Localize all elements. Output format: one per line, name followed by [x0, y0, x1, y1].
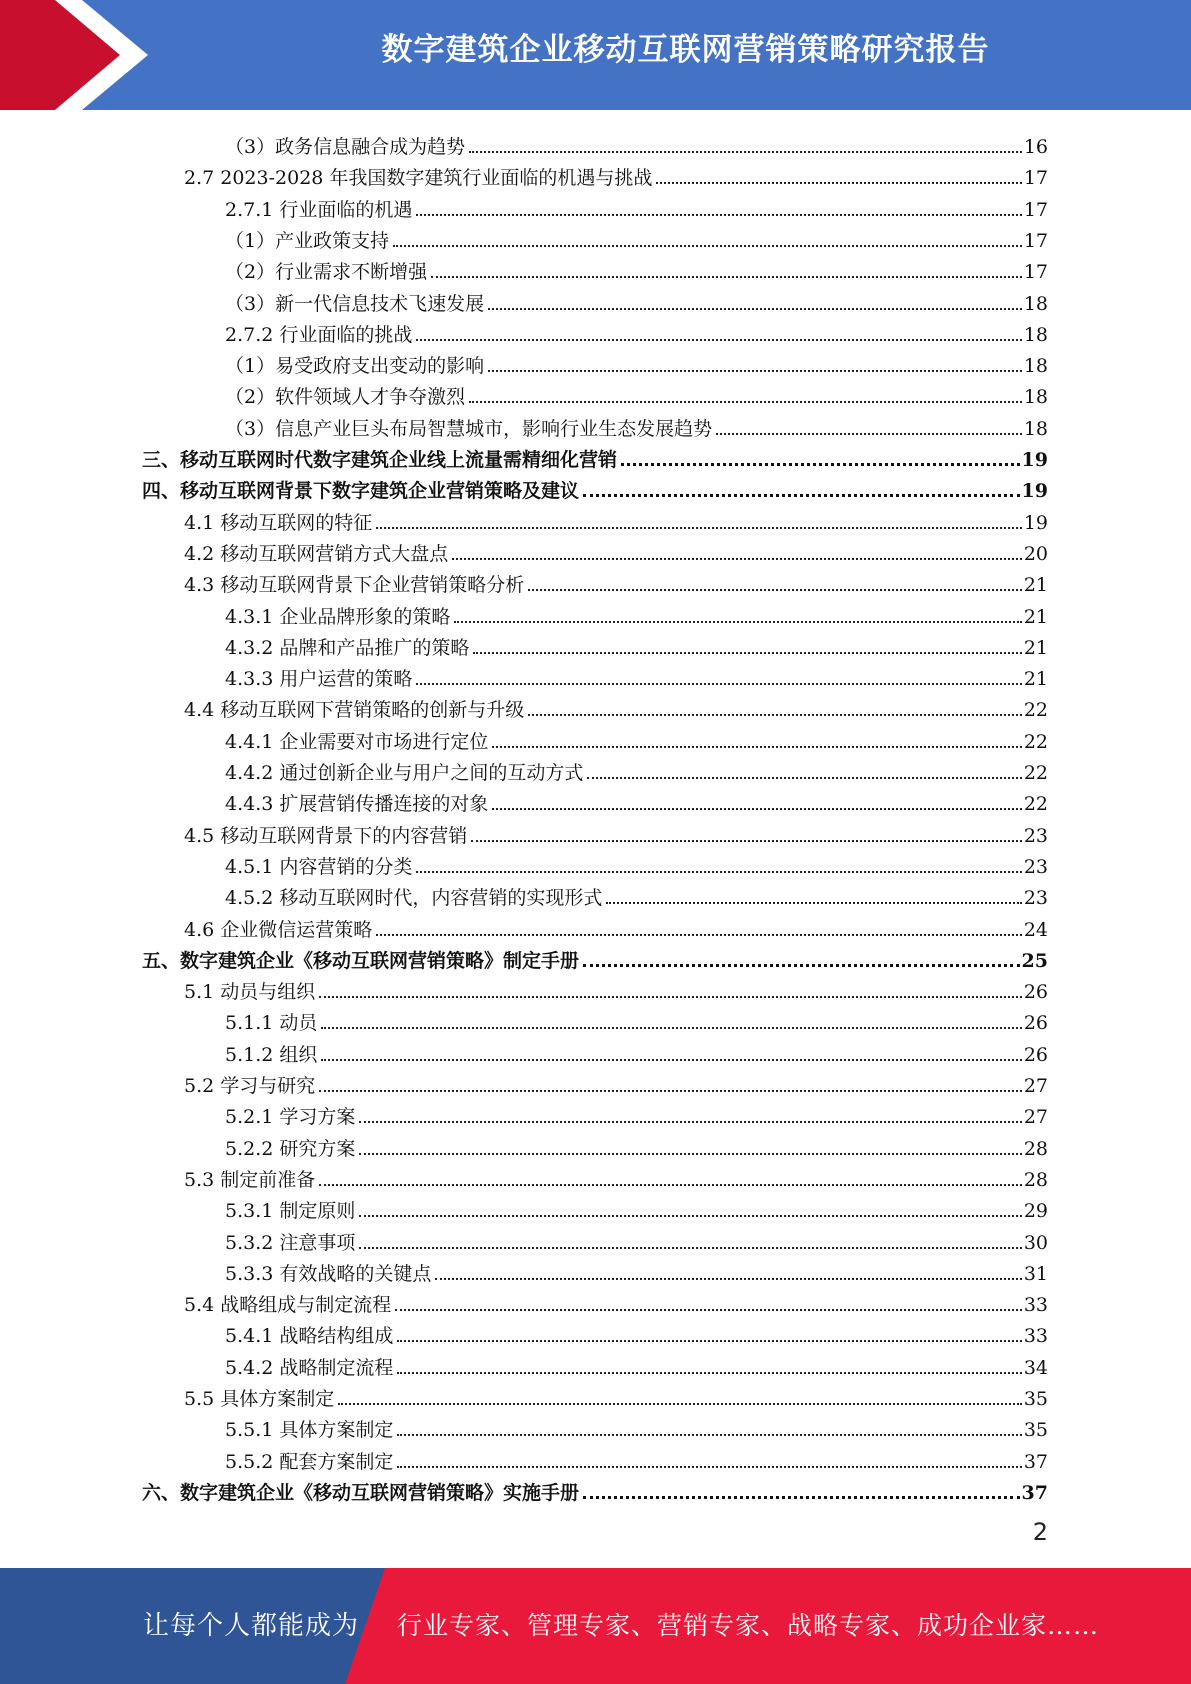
toc-dot-leader	[319, 1090, 1022, 1092]
toc-dot-leader	[587, 777, 1021, 779]
toc-dot-leader	[319, 1184, 1022, 1186]
toc-entry-page: 33	[1023, 1294, 1048, 1317]
toc-entry-title: 4.3 移动互联网背景下企业营销策略分析	[184, 574, 525, 597]
toc-dot-leader	[397, 1466, 1021, 1468]
toc-entry-page: 34	[1023, 1356, 1048, 1379]
toc-entry[interactable]	[225, 660, 1048, 691]
toc-entry-title: 5.2.2 研究方案	[225, 1137, 356, 1160]
toc-entry-page: 35	[1023, 1388, 1048, 1410]
toc-entry[interactable]	[225, 128, 1048, 159]
toc-entry-title: （1）易受政府支出变动的影响	[225, 355, 485, 378]
toc-entry-title: 4.4 移动互联网下营销策略的创新与升级	[184, 699, 525, 722]
toc-entry-page: 35	[1023, 1419, 1048, 1442]
toc-dot-leader	[716, 433, 1022, 435]
toc-entry-page: 26	[1023, 981, 1048, 1004]
toc-entry[interactable]	[225, 191, 1048, 222]
toc-dot-leader	[606, 902, 1021, 904]
toc-entry[interactable]	[225, 1317, 1048, 1348]
footer-slogan-right: 行业专家、管理专家、营销专家、战略专家、成功企业家……	[397, 1611, 1100, 1640]
toc-entry-page: 24	[1023, 918, 1048, 941]
toc-dot-leader	[431, 276, 1022, 278]
toc-entry[interactable]	[225, 785, 1048, 816]
toc-entry-title: 5.1.1 动员	[225, 1012, 318, 1035]
toc-dot-leader	[395, 1309, 1022, 1311]
toc-entry-page: 19	[1021, 480, 1048, 503]
toc-dot-leader	[656, 182, 1021, 184]
toc-dot-leader	[416, 871, 1021, 873]
toc-entry[interactable]	[184, 159, 1048, 190]
toc-entry-title: 5.5.1 具体方案制定	[225, 1419, 394, 1442]
toc-entry-page: 20	[1023, 542, 1048, 565]
toc-dot-leader	[338, 1403, 1022, 1405]
toc-entry[interactable]	[225, 316, 1048, 347]
toc-entry[interactable]	[225, 879, 1048, 910]
toc-entry-title: （3）新一代信息技术飞速发展	[225, 292, 485, 315]
toc-entry[interactable]	[225, 378, 1048, 409]
toc-entry-title: 三、移动互联网时代数字建筑企业线上流量需精细化营销	[142, 449, 618, 471]
toc-entry[interactable]	[184, 504, 1048, 535]
page-number: 2	[1032, 1518, 1048, 1546]
toc-entry[interactable]	[225, 723, 1048, 754]
toc-dot-leader	[583, 1496, 1020, 1499]
toc-entry-page: 30	[1023, 1231, 1048, 1254]
toc-entry-page: 22	[1023, 730, 1048, 753]
toc-entry[interactable]	[184, 1380, 1048, 1411]
toc-entry[interactable]	[225, 629, 1048, 660]
toc-entry[interactable]	[225, 1098, 1048, 1129]
toc-entry-page: 37	[1021, 1481, 1048, 1504]
toc-entry-page: 22	[1023, 699, 1048, 722]
toc-entry[interactable]	[225, 598, 1048, 629]
page-header	[0, 0, 1191, 110]
toc-entry-title: 4.4.2 通过创新企业与用户之间的互动方式	[225, 762, 584, 784]
toc-entry[interactable]	[225, 1004, 1048, 1035]
toc-dot-leader	[528, 589, 1022, 591]
toc-entry-title: （2）行业需求不断增强	[225, 261, 428, 284]
toc-entry[interactable]	[225, 1349, 1048, 1380]
toc-entry-page: 21	[1023, 668, 1048, 691]
toc-entry-page: 33	[1023, 1325, 1048, 1348]
report-title: 数字建筑企业移动互联网营销策略研究报告	[381, 32, 990, 68]
toc-entry-page: 17	[1023, 229, 1048, 252]
toc-entry-title: 4.3.1 企业品牌形象的策略	[225, 605, 451, 628]
toc-entry[interactable]	[184, 1067, 1048, 1098]
toc-entry-page: 21	[1023, 574, 1048, 597]
toc-entry-title: 2.7.2 行业面临的挑战	[225, 323, 413, 346]
toc-entry-title: 2.7 2023-2028 年我国数字建筑行业面临的机遇与挑战	[184, 167, 653, 190]
toc-entry[interactable]	[184, 535, 1048, 566]
toc-entry-page: 17	[1023, 198, 1048, 221]
toc-dot-leader	[471, 840, 1022, 842]
toc-dot-leader	[435, 1278, 1021, 1280]
toc-entry-page: 18	[1023, 323, 1048, 346]
toc-entry-title: （3）信息产业巨头布局智慧城市，影响行业生态发展趋势	[225, 417, 713, 440]
toc-entry-page: 37	[1023, 1450, 1048, 1473]
toc-entry-page: 17	[1023, 167, 1048, 190]
toc-entry[interactable]	[225, 1255, 1048, 1286]
toc-entry-title: 五、数字建筑企业《移动互联网营销策略》制定手册	[142, 949, 580, 972]
toc-entry-title: 5.3.1 制定原则	[225, 1200, 356, 1223]
toc-entry-page: 27	[1023, 1106, 1048, 1129]
toc-dot-leader	[359, 1215, 1021, 1217]
toc-entry-page: 22	[1023, 762, 1048, 784]
toc-entry-title: 5.5 具体方案制定	[184, 1388, 335, 1410]
toc-entry[interactable]	[225, 1130, 1048, 1161]
toc-entry-page: 26	[1023, 1012, 1048, 1035]
toc-dot-leader	[359, 1153, 1021, 1155]
toc-entry-page: 22	[1023, 793, 1048, 816]
toc-dot-leader	[376, 934, 1022, 936]
toc-entry[interactable]	[142, 472, 1048, 503]
toc-entry[interactable]	[184, 973, 1048, 1004]
toc-entry-page: 18	[1023, 355, 1048, 378]
toc-dot-leader	[416, 214, 1021, 216]
toc-dot-leader	[621, 463, 1020, 466]
page-footer	[0, 1568, 1191, 1684]
toc-entry[interactable]	[184, 691, 1048, 722]
toc-entry[interactable]	[225, 1192, 1048, 1223]
toc-entry-page: 23	[1023, 824, 1048, 847]
toc-entry-page: 28	[1023, 1137, 1048, 1160]
toc-entry-title: 4.3.3 用户运营的策略	[225, 668, 413, 691]
toc-entry-title: 5.5.2 配套方案制定	[225, 1450, 394, 1473]
toc-entry-page: 18	[1023, 386, 1048, 409]
toc-entry[interactable]	[225, 1443, 1048, 1474]
toc-dot-leader	[359, 1247, 1021, 1249]
toc-entry-title: 4.4.1 企业需要对市场进行定位	[225, 730, 489, 753]
toc-entry-title: 4.5 移动互联网背景下的内容营销	[184, 824, 468, 847]
toc-entry-title: 5.2.1 学习方案	[225, 1106, 356, 1129]
toc-entry[interactable]	[184, 911, 1048, 942]
toc-entry-title: 六、数字建筑企业《移动互联网营销策略》实施手册	[142, 1481, 580, 1504]
toc-dot-leader	[469, 401, 1022, 403]
toc-entry-page: 18	[1023, 417, 1048, 440]
toc-entry-title: 4.5.1 内容营销的分类	[225, 855, 413, 878]
toc-entry-page: 26	[1023, 1043, 1048, 1066]
toc-dot-leader	[319, 996, 1022, 998]
toc-entry-title: 5.4.2 战略制定流程	[225, 1356, 394, 1379]
toc-dot-leader	[469, 151, 1022, 153]
toc-entry-title: 5.3 制定前准备	[184, 1168, 316, 1191]
toc-entry-page: 31	[1023, 1262, 1048, 1285]
toc-entry[interactable]	[184, 1161, 1048, 1192]
toc-entry-title: 4.5.2 移动互联网时代，内容营销的实现形式	[225, 887, 603, 910]
footer-slogan-left: 让每个人都能成为	[143, 1611, 360, 1641]
toc-dot-leader	[583, 964, 1020, 967]
toc-dot-leader	[452, 558, 1022, 560]
toc-entry-title: 4.3.2 品牌和产品推广的策略	[225, 636, 470, 659]
toc-entry[interactable]	[225, 285, 1048, 316]
toc-entry-title: 4.2 移动互联网营销方式大盘点	[184, 542, 449, 565]
toc-entry[interactable]	[225, 410, 1048, 441]
toc-dot-leader	[488, 308, 1022, 310]
toc-dot-leader	[488, 370, 1022, 372]
toc-dot-leader	[583, 494, 1020, 497]
toc-entry[interactable]	[225, 848, 1048, 879]
toc-dot-leader	[454, 621, 1021, 623]
toc-entry-title: 4.1 移动互联网的特征	[184, 511, 373, 534]
toc-entry[interactable]	[225, 222, 1048, 253]
toc-entry-page: 23	[1023, 887, 1048, 910]
toc-entry-page: 27	[1023, 1075, 1048, 1097]
toc-entry-page: 18	[1023, 292, 1048, 315]
toc-entry-title: 4.4.3 扩展营销传播连接的对象	[225, 793, 489, 816]
toc-dot-leader	[397, 1434, 1021, 1436]
toc-entry-title: 5.1.2 组织	[225, 1043, 318, 1066]
toc-entry-title: 5.2 学习与研究	[184, 1075, 316, 1097]
toc-entry-page: 23	[1023, 855, 1048, 878]
toc-entry[interactable]	[225, 347, 1048, 378]
toc-entry-title: 5.3.2 注意事项	[225, 1231, 356, 1254]
toc-entry-title: 4.6 企业微信运营策略	[184, 918, 373, 941]
toc-dot-leader	[321, 1059, 1021, 1061]
toc-dot-leader	[393, 245, 1022, 247]
toc-entry-title: 2.7.1 行业面临的机遇	[225, 198, 413, 221]
toc-entry[interactable]	[225, 1411, 1048, 1442]
toc-entry-title: （1）产业政策支持	[225, 229, 390, 252]
toc-entry-title: 5.4.1 战略结构组成	[225, 1325, 394, 1348]
toc-entry-page: 29	[1023, 1200, 1048, 1223]
toc-entry[interactable]	[225, 1036, 1048, 1067]
toc-entry[interactable]	[184, 1286, 1048, 1317]
toc-dot-leader	[528, 714, 1022, 716]
toc-entry-page: 21	[1023, 605, 1048, 628]
toc-entry[interactable]	[225, 1224, 1048, 1255]
toc-entry[interactable]	[142, 441, 1048, 472]
toc-entry-page: 19	[1021, 449, 1048, 471]
toc-entry[interactable]	[142, 942, 1048, 973]
toc-entry-title: 四、移动互联网背景下数字建筑企业营销策略及建议	[142, 480, 580, 503]
toc-entry[interactable]	[184, 817, 1048, 848]
toc-dot-leader	[397, 1340, 1021, 1342]
toc-dot-leader	[416, 683, 1021, 685]
toc-entry-page: 21	[1023, 636, 1048, 659]
toc-entry-title: 5.1 动员与组织	[184, 981, 316, 1004]
toc-entry[interactable]	[225, 253, 1048, 284]
toc-entry-title: （3）政务信息融合成为趋势	[225, 136, 466, 158]
toc-dot-leader	[492, 808, 1021, 810]
toc-entry[interactable]	[184, 566, 1048, 597]
toc-dot-leader	[397, 1372, 1021, 1374]
toc-entry-page: 25	[1021, 949, 1048, 972]
toc-dot-leader	[492, 746, 1021, 748]
toc-entry-title: （2）软件领域人才争夺激烈	[225, 386, 466, 409]
toc-entry-page: 17	[1023, 261, 1048, 284]
toc-dot-leader	[473, 652, 1021, 654]
toc-entry-page: 16	[1023, 136, 1048, 158]
toc-entry-page: 19	[1023, 511, 1048, 534]
toc-entry-title: 5.3.3 有效战略的关键点	[225, 1262, 432, 1285]
toc-dot-leader	[359, 1121, 1021, 1123]
toc-entry-page: 28	[1023, 1168, 1048, 1191]
toc-entry-title: 5.4 战略组成与制定流程	[184, 1294, 392, 1317]
toc-entry[interactable]	[225, 754, 1048, 785]
toc-dot-leader	[321, 1027, 1021, 1029]
toc-dot-leader	[416, 339, 1021, 341]
toc-entry[interactable]	[142, 1474, 1048, 1505]
toc-dot-leader	[376, 527, 1022, 529]
